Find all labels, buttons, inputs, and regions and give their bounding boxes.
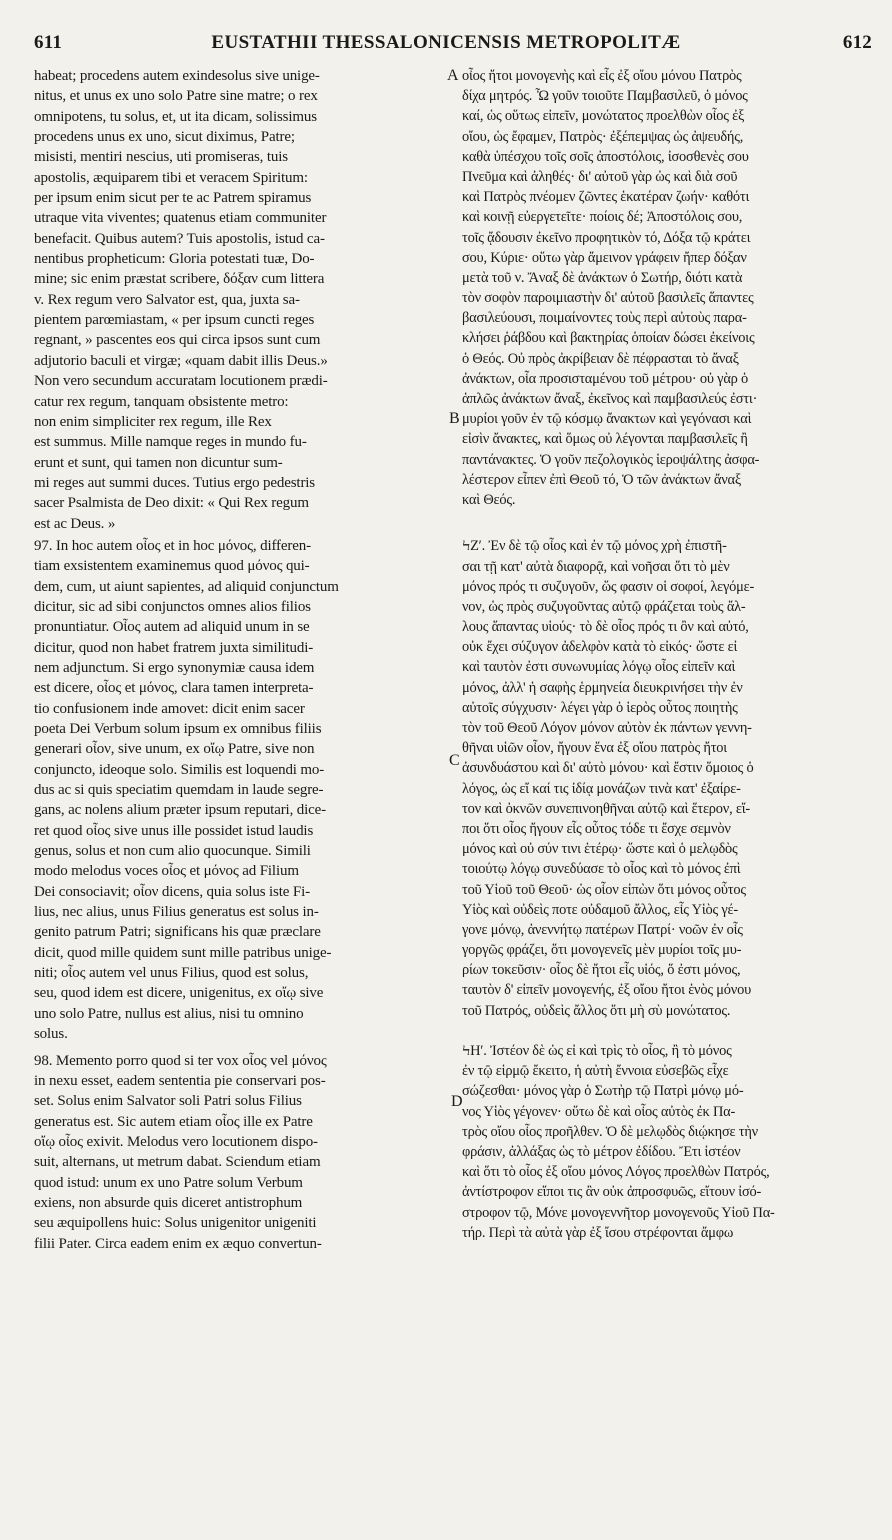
latin-line: suit, alternans, ut metrum dabat. Sciendum etiam <box>34 1154 321 1171</box>
greek-line <box>462 1021 877 1041</box>
latin-line: nem adjunctum. Si ergo synonymiæ causa idem <box>34 659 315 676</box>
greek-line: γονε μόνῳ, ἀνεννήτῳ πατέρων Πατρί· νοῶν ἐν οἷς <box>462 921 743 938</box>
latin-line: v. Rex regum vero Salvator est, qua, juxta sa- <box>34 291 300 308</box>
latin-line: conjuncto, ideoque solo. Similis est loquendi mo- <box>34 761 325 778</box>
greek-line <box>462 516 877 536</box>
margin-letter-a: A <box>447 67 459 84</box>
latin-line: nitus, et unus ex uno solo Patre sine matre; o rex <box>34 88 318 105</box>
greek-line: φράσιν, ἀλλάξας ὡς τὸ μέτρον ἐδίδου. Ἔτι ἰστέον <box>462 1143 741 1160</box>
latin-line: seu æquipollens huic: Solus unigenitor unigeniti <box>34 1215 317 1232</box>
greek-line: εἰσὶν ἄνακτες, καὶ ὅμως οὐ λέγονται παμβασιλεῖς ἢ <box>462 431 748 448</box>
greek-line: ταυτὸν δ' εἰπεῖν μονογενής, ἐξ οἴου ἤτοι ἑνὸς μόνου <box>462 982 751 999</box>
latin-line: set. Solus enim Salvator soli Patri solus Filius <box>34 1093 302 1110</box>
latin-line: Non vero secundum accuratam locutionem prædi- <box>34 373 328 390</box>
latin-line: est ac Deus. » <box>34 515 116 532</box>
latin-line: pronuntiatur. Οἶος autem ad aliquid unum in se <box>34 619 310 636</box>
greek-line: μόνος, ἀλλ' ἡ σαφὴς ἑρμηνεία διευκρινήσει τὴν ἐν <box>462 679 743 696</box>
greek-line: λέστερον εἶπεν ἐπὶ Θεοῦ τό, Ὁ τῶν ἀνάκτων ἄναξ <box>462 471 742 488</box>
latin-line: non enim simpliciter rex regum, ille Rex <box>34 413 272 430</box>
greek-line: θῆναι υἱῶν οἶον, ἤγουν ἕνα ἐξ οἴου πατρὸς ἤτοι <box>462 740 727 757</box>
latin-line: misisti, mentiri nescius, uti promiseras, tuis <box>34 149 288 166</box>
greek-line: τήρ. Περὶ τὰ αὐτὰ γὰρ ἐξ ἴσου στρέφονται ἄμφω <box>462 1224 734 1241</box>
greek-line: καθὰ ὑπέσχου τοῖς σοῖς ἀποστόλοις, ἰσοσθενὲς σου <box>462 148 749 165</box>
latin-line: benefacit. Quibus autem? Tuis apostolis, istud ca- <box>34 230 325 247</box>
latin-line: dicitur, sic ad sibi conjunctos omnes alios filios <box>34 598 311 615</box>
greek-line: καὶ ὅτι τὸ οἶος ἐξ οἴου μόνος Λόγος προελθὼν Πατρός, <box>462 1164 770 1181</box>
greek-line: αὐτοῖς σύγχυσιν· λέγει γὰρ ὁ ἱερὸς οὗτος ποιητὴς <box>462 699 738 716</box>
latin-line: est summus. Mille namque reges in mundo fu- <box>34 434 307 451</box>
latin-line: regnant, » pascentes eos qui circa ipsos sunt cum <box>34 332 321 349</box>
latin-line: procedens unus ex uno, sicut diximus, Patre; <box>34 129 295 146</box>
margin-letter-c: C <box>449 752 460 769</box>
greek-line: γοργῶς φράζει, ὅτι μονογενεῖς μὲν μυρίοι τοῖς μυ- <box>462 942 742 959</box>
margin-letter-b: B <box>449 410 460 427</box>
latin-line: tio confusionem inde amovet: dicit enim sacer <box>34 700 305 717</box>
greek-line: μυρίοι γοῦν ἐν τῷ κόσμῳ ἄνακτων καὶ γεγόνασι καὶ <box>462 411 752 428</box>
latin-line: adjutorio baculi et virgæ; «quam dabit illis Deus.» <box>34 352 328 369</box>
latin-line: dem, cum, ut aiunt sapientes, ad aliquid conjunctum <box>34 578 339 595</box>
latin-line: seu, quod idem est dicere, unigenitus, ex οἴῳ sive <box>34 985 324 1002</box>
greek-line: τοῦ Υἱοῦ τοῦ Θεοῦ· ὡς οἷον εἰπὼν ὅτι μόνος οὗτος <box>462 881 746 898</box>
greek-line: κλήσει ῥάβδου καὶ βακτηρίας ὁποίαν δώσει ἐκείνοις <box>462 330 755 347</box>
greek-column <box>462 66 877 1243</box>
greek-line: μόνος πρός τι συζυγοῦν, ὥς φασιν οἱ σοφοί, λεγόμε- <box>462 578 755 595</box>
latin-line: poeta Dei Verbum solum ipsum ex omnibus filiis <box>34 721 322 737</box>
greek-line: ἀσυνδυάστου καὶ δι' αὐτὸ μόνου· καὶ ἔστιν ὅμοιος ὁ <box>462 760 754 777</box>
greek-line: οὐκ ἔχει σύζυγον ἀδελφὸν κατὰ τὸ εἰκός· ὥστε εἰ <box>462 639 738 656</box>
latin-line: ret quod οἶος sive unus ille possidet istud laudis <box>34 822 314 839</box>
greek-line: οἶος ἤτοι μονογενὴς καὶ εἷς ἐξ οἴου μόνου Πατρὸς <box>462 68 742 84</box>
latin-line: tiam exsistentem examinemus quod μόνος qui- <box>34 558 310 575</box>
latin-line: modo melodus voces οἶος et μόνος ad Filium <box>34 863 299 880</box>
latin-line: apostolis, æquiparem tibi et veracem Spiritum: <box>34 169 308 186</box>
greek-line: οἴου, ὡς ἔφαμεν, Πατρὸς· ἐξέπεμψας ὡς ἀψευδής, <box>462 128 744 145</box>
page-number-right: 612 <box>842 32 872 53</box>
greek-line: τοῖς ᾄδουσιν ἐκεῖνο προφητικὸν τό, Δόξα τῷ κράτει <box>462 229 751 246</box>
greek-line: στροφον τῷ, Μόνε μονογεννῆτορ μονογενοῦς Υἱοῦ Πα- <box>462 1204 775 1221</box>
greek-line: καὶ ταυτὸν ἐστι συνωνυμίας λόγῳ οἶος εἰπεῖν καὶ <box>462 659 736 676</box>
latin-line: in nexu esset, eadem sententia pie conservari pos- <box>34 1072 326 1089</box>
latin-line: 98. Memento porro quod si ter vox οἶος vel μόνος <box>34 1052 327 1069</box>
latin-line: genus, solus et non cum alio quocunque. Simili <box>34 843 311 860</box>
greek-line: ϞΖʹ. Ἐν δὲ τῷ οἶος καὶ ἐν τῷ μόνος χρὴ ἐπιστῆ- <box>462 538 727 555</box>
greek-line: λόγος, ὡς εἴ καί τις ἰδίᾳ μονάζων τινὰ κατ' ἐξαίρε- <box>462 780 741 797</box>
latin-line: 97. In hoc autem οἶος et in hoc μόνος, differen- <box>34 537 311 554</box>
latin-line: generatus est. Sic autem etiam οἶος ille ex Patre <box>34 1113 313 1130</box>
greek-line: Υἱὸς καὶ οὐδεὶς ποτε οὐδαμοῦ ἄλλος, εἷς Υἱὸς γέ- <box>462 901 738 918</box>
latin-line: niti; οἶος autem vel unus Filius, quod est solus, <box>34 965 309 982</box>
latin-line: erunt et sunt, qui tamen non dicuntur sum- <box>34 454 283 471</box>
latin-line: omnipotens, tu solus, et, ut ita dicam, solissimus <box>34 108 317 125</box>
latin-line: catur rex regum, tanquam obsistente metro: <box>34 393 289 410</box>
greek-line: καὶ Πατρὸς πνέομεν ζῶντες ἑκατέραν ζωήν· καθότι <box>462 189 750 206</box>
greek-line: τρὸς οἴου οἶος προῆλθεν. Ὁ δὲ μελῳδὸς διῴκησε τὴν <box>462 1123 758 1140</box>
greek-line: ἁπλῶς ἀνάκτων ἄναξ, ἐκεῖνος καὶ παμβασιλεύς ἐστι· <box>462 391 758 407</box>
latin-line: genito patrum Patri; significans his quæ præclare <box>34 924 321 941</box>
latin-line: οἴῳ οἶος exivit. Melodus vero locutionem dispo- <box>34 1133 318 1150</box>
latin-line: uno solo Patre, nullus est alius, nisi tu omnino <box>34 1005 304 1022</box>
latin-line: filii Pater. Circa eadem enim ex æquo convertun- <box>34 1235 322 1252</box>
latin-line: pientem parœmiastam, « per ipsum cuncti reges <box>34 312 315 329</box>
latin-line: solus. <box>34 1026 68 1043</box>
greek-line: λους ἅπαντας υἱούς· τὸ δὲ οἶος πρός τι ὂν καὶ αὐτό, <box>462 619 749 636</box>
greek-line: τοῦ Πατρός, οὐδεὶς ἄλλος ὅτι μὴ σὺ μονώτατος. <box>462 1002 731 1019</box>
greek-line: καὶ κοινῇ εὐεργετεῖτε· ποίοις δέ; Ἀποστόλοις σου, <box>462 209 743 226</box>
latin-line: gans, ac nolens alium præter ipsum reputari, dice- <box>34 802 326 819</box>
latin-line: quod istud: unum ex uno Patre solum Verbum <box>34 1174 303 1191</box>
greek-line: καί, ὡς οὕτως εἰπεῖν, μονώτατος προελθὼν οἶος ἐξ <box>462 108 745 125</box>
latin-line: per ipsum enim sicut per te ac Patrem spiramus <box>34 190 312 207</box>
greek-line: νον, ὡς πρὸς συζυγοῦντας αὐτῷ φράζεται τοὺς ἄλ- <box>462 598 746 615</box>
latin-line: dicit, quod mille quidem sunt mille patribus unige- <box>34 944 332 961</box>
latin-line: dus ac si quis speciatim quemdam in laude segre- <box>34 782 324 799</box>
latin-column <box>34 66 445 1254</box>
greek-line: ἀνάκτων, οἷα προσισταμένου τοῦ μέτρου· οὐ γὰρ ὁ <box>462 370 749 387</box>
latin-line: Dei consociavit; οἶον dicens, quia solus iste Fi- <box>34 883 310 900</box>
greek-line: καὶ Θεός. <box>462 491 516 508</box>
latin-line: exiens, non absurde quis diceret antistrophum <box>34 1194 303 1211</box>
greek-line: ϞΗʹ. Ἰστέον δὲ ὡς εἰ καὶ τρὶς τὸ οἶος, ἢ τὸ μόνος <box>462 1043 732 1059</box>
latin-line: mine; sic enim præstat scribere, δόξαν cum littera <box>34 271 325 288</box>
greek-line: ποι ὅτι οἶος ἤγουν εἷς οὗτος τόδε τι ἔσχε σεμνὸν <box>462 820 731 837</box>
latin-line: generari οἶον, sive unum, ex οἴῳ Patre, sive non <box>34 741 315 758</box>
greek-line: Πνεῦμα καὶ ἀληθές· δι' αὐτοῦ γὰρ ὡς καὶ διὰ σοῦ <box>462 168 738 185</box>
greek-line: ρίων τοκεῦσιν· οἶος δὲ ἤτοι εἷς υἱός, ὅ ἐστι μόνος, <box>462 962 741 979</box>
greek-line: σαι τῇ κατ' αὐτὰ διαφορᾷ, καὶ νοῆσαι ὅτι τὸ μὲν <box>462 558 730 575</box>
latin-line: nentibus propheticum: Gloria potestati tuæ, Do- <box>34 251 315 268</box>
greek-line: τοιούτῳ λόγῳ συνεδύασε τὸ οἶος καὶ τὸ μόνος ἐπὶ <box>462 861 741 878</box>
greek-line: μόνος καὶ οὐ σύν τινι ἑτέρῳ· ὥστε καὶ ὁ μελῳδὸς <box>462 841 738 858</box>
latin-line: utraque vita viventes; quatenus etiam communiter <box>34 210 327 227</box>
greek-line: τον καὶ ὀκνῶν συνεπινοηθῆναι αὐτῷ καὶ ἕτερον, εἴ- <box>462 800 750 817</box>
greek-line: μετὰ τοῦ ν. Ἄναξ δὲ ἀνάκτων ὁ Σωτήρ, διότι κατὰ <box>462 269 743 286</box>
margin-letter-d: D <box>451 1093 463 1110</box>
latin-line: habeat; procedens autem exindesolus sive unige- <box>34 68 320 84</box>
running-header <box>0 32 892 62</box>
latin-line: sacer Psalmista de Deo dixit: « Qui Rex regum <box>34 495 309 512</box>
greek-line: τὸν τοῦ Θεοῦ Λόγον μόνον αὐτὸν ἐκ πάντων γεννη- <box>462 720 752 736</box>
latin-line: mi reges aut summi duces. Tutius ergo pedestris <box>34 474 315 491</box>
latin-line: dicitur, quod non habet fratrem juxta similitudi- <box>34 639 314 656</box>
running-title: EUSTATHII THESSALONICENSIS METROPOLITÆ <box>211 32 681 53</box>
greek-line: ἀντίστροφον εἴποι τις ἂν οὐκ ἀπροσφυῶς, εἴτουν ἰσό- <box>462 1184 762 1201</box>
greek-line: νος Υἱὸς γέγονεν· οὕτω δὲ καὶ οἶος αὐτὸς ἐκ Πα- <box>462 1103 736 1120</box>
page-number-left: 611 <box>34 32 63 53</box>
latin-line: est dicere, οἶος et μόνος, clara tamen interpreta- <box>34 680 314 697</box>
greek-line: δίχα μητρός. Ὦ γοῦν τοιοῦτε Παμβασιλεῦ, ὁ μόνος <box>462 88 748 105</box>
greek-line: βασιλεύουσι, ποιμαίνοντες τοὺς περὶ αὐτοὺς παρα- <box>462 310 747 327</box>
greek-line: παντάνακτες. Ὁ γοῦν πεζολογικὸς ἱεροψάλτης ἀσφα- <box>462 451 760 468</box>
greek-line: σώζεσθαι· μόνος γὰρ ὁ Σωτὴρ τῷ Πατρὶ μόνῳ μό- <box>462 1083 744 1100</box>
greek-line: ὁ Θεός. Οὐ πρὸς ἀκρίβειαν δὲ πέφρασται τὸ ἄναξ <box>462 350 739 367</box>
greek-line: σου, Κύριε· οὕτω γὰρ ἄμεινον γράφειν ἤπερ δόξαν <box>462 249 747 266</box>
latin-line: lius, nec alius, unus Filius generatus est solus in- <box>34 904 319 921</box>
greek-line: ἐν τῷ εἱρμῷ ἔκειτο, ἡ αὐτὴ ἔννοια εὐσεβῶς εἶχε <box>462 1063 729 1080</box>
greek-line: τὸν σοφὸν παροιμιαστὴν δι' αὐτοῦ βασιλεῖς ἅπαντες <box>462 290 754 307</box>
